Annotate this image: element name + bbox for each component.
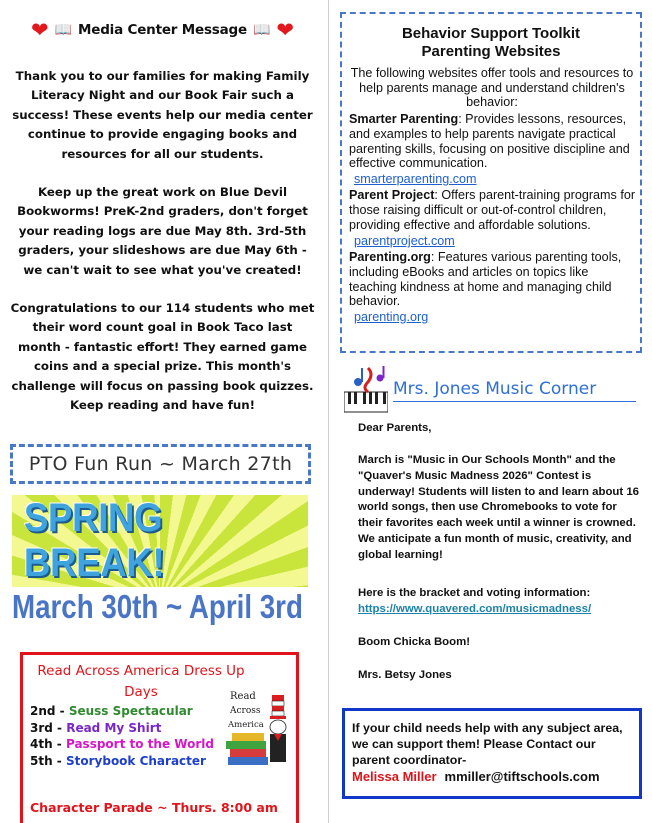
cat-in-hat-books-illustration <box>224 687 294 777</box>
heart-icon: ❤ <box>276 17 295 42</box>
character-parade-text: Character Parade ~ Thurs. 8:00 am <box>30 800 278 815</box>
smarterparenting-link[interactable]: smarterparenting.com <box>354 172 477 186</box>
help-contact-box <box>342 708 642 799</box>
dress-up-day-row <box>30 720 240 737</box>
help-contact-line <box>352 769 600 784</box>
media-center-title: Media Center Message <box>78 22 247 38</box>
spring-break-dates: March 30th ~ April 3rd <box>12 588 303 625</box>
open-book-icon: 📖 <box>252 22 271 38</box>
bracket-info-text: Here is the bracket and voting information: <box>358 587 591 599</box>
dress-up-theme: Passport to the World <box>65 737 214 751</box>
pto-fun-run-text: PTO Fun Run ~ March 27th <box>28 453 293 475</box>
parentproject-link[interactable]: parentproject.com <box>354 234 455 248</box>
dress-up-day-row <box>30 703 240 720</box>
music-closing: Boom Chicka Boom! <box>358 636 471 648</box>
music-greeting: Dear Parents, <box>358 422 432 434</box>
music-corner-title: Mrs. Jones Music Corner <box>393 378 636 402</box>
dress-up-theme: Read My Shirt <box>66 720 162 735</box>
site-name: Smarter Parenting <box>349 112 459 126</box>
dress-up-day-row <box>30 753 240 770</box>
read-across-title: Read Across America Dress Up Days <box>37 663 245 700</box>
site-description: : Features various parenting tools, including eBooks and articles on topics like teaching kindness at home and managing child behavior. <box>349 250 622 309</box>
dress-up-day: 4th - <box>30 737 62 751</box>
toolkit-entry <box>349 112 639 171</box>
dress-up-theme: Seuss Spectacular <box>68 704 193 718</box>
music-paragraph: March is "Music in Our Schools Month" and the "Quaver's Music Madness 2026" Contest is underway! Students will listen to and learn about 16 world songs, then use Chromebooks to vote for their favorites each week until a winner is crowned. We anticipate a fun month of music, creativity, and global learning! <box>358 454 640 561</box>
site-name: Parenting.org <box>349 250 431 264</box>
help-text: If your child needs help with any subject area, we can support them! Please Contact our parent coordinator- <box>352 721 623 767</box>
music-link-row <box>358 602 640 618</box>
illustration-across-text: Across <box>230 706 261 716</box>
spring-break-title: SPRING BREAK! <box>23 496 165 585</box>
coordinator-name: Melissa Miller <box>352 769 437 784</box>
dress-up-day: 2nd - <box>30 704 65 718</box>
toolkit-intro: The following websites offer tools and resources to help parents manage and understand children's behavior: <box>350 66 634 109</box>
toolkit-entry <box>349 250 639 309</box>
dress-up-day-row <box>30 736 240 753</box>
music-signature: Mrs. Betsy Jones <box>358 669 452 681</box>
open-book-icon: 📖 <box>54 22 73 38</box>
dress-up-day: 3rd - <box>30 720 63 735</box>
read-across-america-box <box>20 652 299 823</box>
music-notes-icon <box>344 364 388 414</box>
media-center-header <box>10 16 315 44</box>
behavior-toolkit-box <box>340 12 642 353</box>
media-center-paragraph: Congratulations to our 114 students who met their word count goal in Book Taco last month - fantastic effort! They earned game coins and a special prize. This month's challenge will focus on passing book quizzes. Keep reading and have fun! <box>10 301 315 413</box>
toolkit-title <box>342 25 640 61</box>
pto-fun-run-box <box>10 444 311 484</box>
coordinator-email[interactable]: mmiller@tiftschools.com <box>444 769 600 784</box>
spring-break-banner <box>12 495 308 587</box>
toolkit-title-line2: Parenting Websites <box>421 43 561 60</box>
site-description: : Offers parent-training programs for those raising difficult or out-of-control children, providing effective and affordable solutions. <box>349 188 636 232</box>
parenting-org-link[interactable]: parenting.org <box>354 310 429 324</box>
media-center-paragraph: Keep up the great work on Blue Devil Bookworms! PreK-2nd graders, don't forget your reading logs are due May 8th. 3rd-5th graders, your slideshows are due May 6th - we can't wait to see what you've created! <box>17 185 308 277</box>
dress-up-theme: Storybook Character <box>65 753 206 768</box>
site-name: Parent Project <box>349 188 435 202</box>
illustration-read-text: Read <box>230 691 256 702</box>
dress-up-day: 5th - <box>30 753 62 768</box>
music-madness-link[interactable]: https://www.quavered.com/musicmadness/ <box>358 603 592 615</box>
site-description: : Provides lessons, resources, and examples to help parents navigate practical parenting skills, focusing on positive discipline and effective communication. <box>349 112 630 171</box>
dress-up-days-list <box>30 703 240 769</box>
toolkit-title-line1: Behavior Support Toolkit <box>401 25 581 42</box>
toolkit-entry <box>349 188 639 232</box>
heart-icon: ❤ <box>30 17 49 42</box>
column-divider <box>328 0 329 823</box>
illustration-america-text: America <box>228 720 264 730</box>
media-center-paragraph: Thank you to our families for making Family Literacy Night and our Book Fair such a success! These events help our media center continue to provide engaging books and resources for all our students. <box>12 69 313 161</box>
